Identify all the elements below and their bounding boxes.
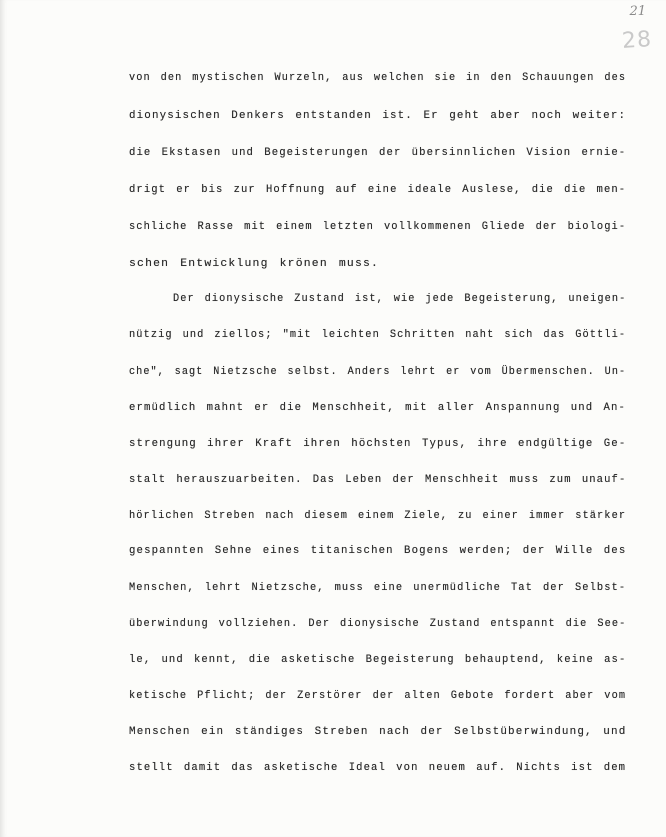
text-line: che", sagt Nietzsche selbst. Anders lehrt er vom Übermenschen. Un- [129, 366, 627, 378]
page-number: 21 [629, 4, 646, 19]
text-line: dionysischen Denkers entstanden ist. Er geht aber noch weiter: [129, 110, 627, 122]
archive-number: 28 [621, 26, 653, 55]
text-line: gespannten Sehne eines titanischen Bogens werden; der Wille des [129, 545, 627, 557]
text-line: von den mystischen Wurzeln, aus welchen sie in den Schauungen des [129, 72, 627, 84]
text-line: Menschen, lehrt Nietzsche, muss eine unermüdliche Tat der Selbst- [129, 582, 627, 594]
text-line: stellt damit das asketische Ideal von neuem auf. Nichts ist dem [129, 762, 627, 774]
text-line: stalt herauszuarbeiten. Das Leben der Menschheit muss zum unauf- [129, 474, 627, 486]
text-line: ketische Pflicht; der Zerstörer der alten Gebote fordert aber vom [129, 690, 627, 702]
text-line: Menschen ein ständiges Streben nach der Selbstüberwindung, und [129, 726, 627, 738]
text-line: schen Entwicklung krönen muss. [129, 258, 380, 270]
text-line: die Ekstasen und Begeisterungen der übersinnlichen Vision ernie- [129, 147, 627, 159]
text-line: überwindung vollziehen. Der dionysische Zustand entspannt die See- [129, 618, 627, 630]
text-line: Der dionysische Zustand ist, wie jede Begeisterung, uneigen- [173, 293, 627, 305]
text-line: hörlichen Streben nach diesem einem Ziele, zu einer immer stärker [129, 510, 627, 522]
text-line: nützig und ziellos; "mit leichten Schritten naht sich das Göttli- [129, 329, 627, 341]
text-line: schliche Rasse mit einem letzten vollkommenen Gliede der biologi- [129, 221, 627, 233]
text-line: ermüdlich mahnt er die Menschheit, mit aller Anspannung und An- [129, 402, 626, 414]
text-line: le, und kennt, die asketische Begeisterung behauptend, keine as- [129, 654, 627, 666]
text-line: drigt er bis zur Hoffnung auf eine ideale Auslese, die die men- [129, 184, 627, 196]
text-line: strengung ihrer Kraft ihren höchsten Typus, ihre endgültige Ge- [129, 438, 627, 450]
